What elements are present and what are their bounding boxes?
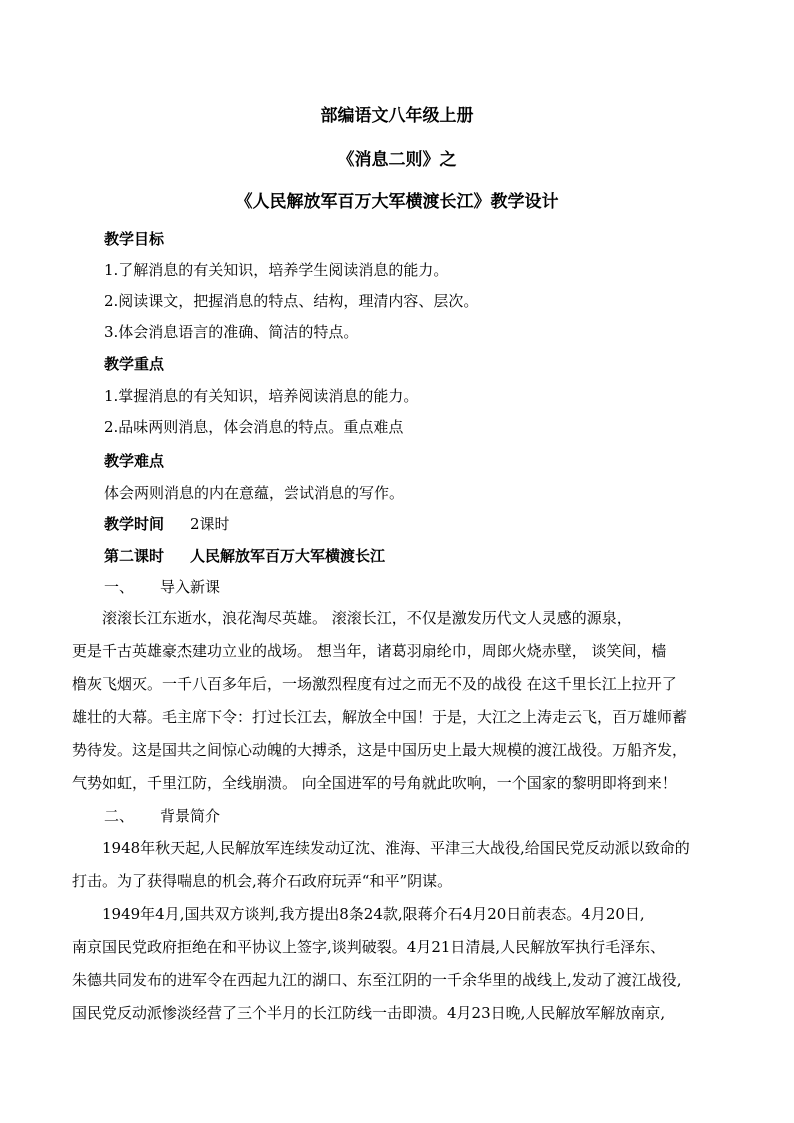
focus-item: 1.掌握消息的有关知识，培养阅读消息的能力。 [104, 387, 419, 405]
background-paragraph-line: 打击。为了获得喘息的机会,蒋介石政府玩弄“和平”阴谋。 [72, 872, 453, 890]
intro-paragraph-line: 更是千古英雄豪杰建功立业的战场。 想当年，诸葛羽扇纶巾，周郎火烧赤壁， 谈笑间，樯 [72, 642, 667, 660]
time-value: 2课时 [190, 515, 230, 533]
lesson-title: 人民解放军百万大军横渡长江 [190, 547, 386, 565]
lesson-label: 第二课时 [104, 547, 165, 565]
goal-item: 3.体会消息语言的准确、简洁的特点。 [104, 323, 359, 341]
difficulty-text: 体会两则消息的内在意蕴，尝试消息的写作。 [104, 484, 405, 502]
background-title: 背景简介 [160, 807, 221, 825]
intro-paragraph-line: 雄壮的大幕。毛主席下令：打过长江去，解放全中国！于是，大江之上涛走云飞，百万雄师蓄 [72, 708, 688, 726]
goal-item: 1.了解消息的有关知识，培养学生阅读消息的能力。 [104, 261, 449, 279]
background-heading [104, 805, 220, 827]
document-title-line-1: 部编语文八年级上册 [320, 106, 474, 126]
difficulty-heading: 教学难点 [104, 452, 165, 470]
focus-item: 2.品味两则消息，体会消息的特点。重点难点 [104, 418, 404, 436]
lesson-two-heading [104, 545, 385, 567]
background-number: 二、 [104, 807, 135, 825]
document-title-line-3: 《人民解放军百万大军横渡长江》教学设计 [235, 192, 559, 212]
background-paragraph-line: 1949年4月,国共双方谈判,我方提出8条24款,限蒋介石4月20日前表态。4月20日, [102, 905, 645, 923]
background-paragraph-line: 1948年秋天起,人民解放军连续发动辽沈、淮海、平津三大战役,给国民党反动派以致命的 [102, 839, 690, 857]
intro-title: 导入新课 [160, 578, 221, 596]
document-title-line-2: 《消息二则》之 [337, 150, 457, 170]
background-paragraph-line: 南京国民党政府拒绝在和平协议上签字,谈判破裂。4月21日清晨,人民解放军执行毛泽东、 [72, 938, 666, 956]
background-paragraph-line: 国民党反动派惨淡经营了三个半月的长江防线一击即溃。4月23日晚,人民解放军解放南京, [72, 1004, 666, 1022]
intro-heading [104, 576, 220, 598]
goal-item: 2.阅读课文，把握消息的特点、结构，理清内容、层次。 [104, 292, 479, 310]
intro-paragraph-line: 滚滚长江东逝水，浪花淘尽英雄。 滚滚长江，不仅是激发历代文人灵感的源泉， [102, 609, 632, 627]
intro-paragraph-line: 气势如虹，千里江防，全线崩溃。 向全国进军的号角就此吹响，一个国家的黎明即将到来！ [72, 774, 677, 792]
time-heading: 教学时间 [104, 515, 165, 533]
background-paragraph-line: 朱德共同发布的进军令在西起九江的湖口、东至江阴的一千余华里的战线上,发动了渡江战役, [72, 971, 682, 989]
intro-number: 一、 [104, 578, 135, 596]
teaching-time [104, 513, 230, 535]
intro-paragraph-line: 橹灰飞烟灭。一千八百多年后，一场激烈程度有过之而无不及的战役 在这千里长江上拉开了 [72, 675, 677, 693]
goals-heading: 教学目标 [104, 230, 165, 248]
intro-paragraph-line: 势待发。这是国共之间惊心动魄的大搏杀，这是中国历史上最大规模的渡江战役。万船齐发， [72, 741, 688, 759]
focus-heading: 教学重点 [104, 355, 165, 373]
